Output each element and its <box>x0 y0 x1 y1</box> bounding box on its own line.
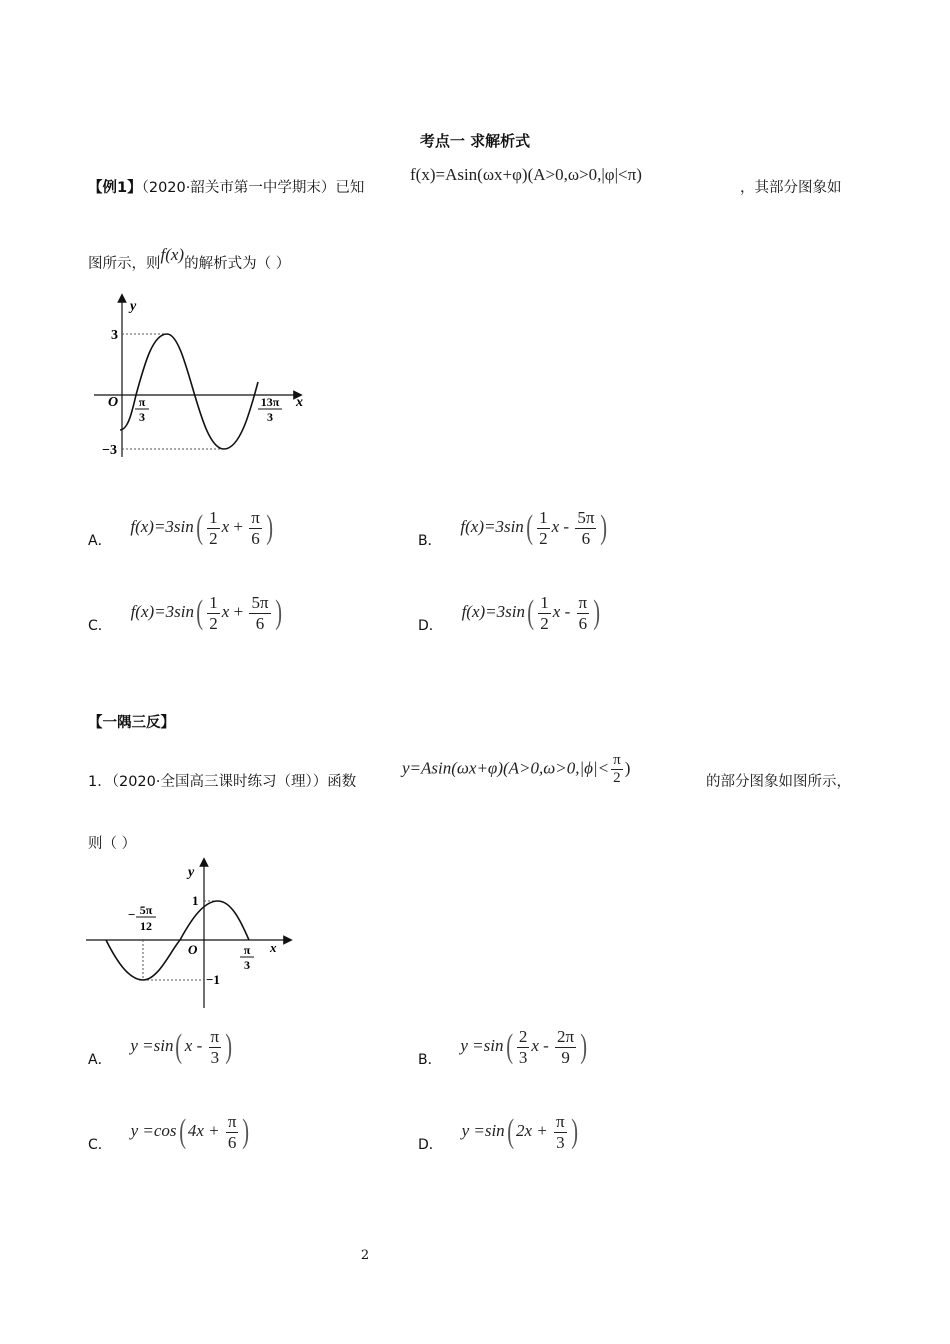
practice-option-c-fn: y =cos <box>130 1120 177 1140</box>
option-d-frac1-num: 1 <box>540 593 549 612</box>
practice-option-d[interactable]: D． y =sin( 2x + $\frac{\pi}{3}$ ) <box>418 1112 578 1153</box>
practice-option-d-fn: y =sin <box>461 1120 505 1140</box>
section-title: 考点一 求解析式 <box>419 132 531 150</box>
example-1-line-1 <box>88 176 364 197</box>
option-a-frac2-num: π <box>251 508 260 527</box>
option-b-frac1-num: 1 <box>539 508 548 527</box>
practice-option-a-den: 3 <box>210 1047 220 1067</box>
option-a-frac1-den: 2 <box>209 528 218 548</box>
origin-label: O <box>188 942 198 957</box>
page-number: 2 <box>360 1248 370 1263</box>
q1-cond-den: 2 <box>613 770 621 787</box>
option-a-frac2-den: 6 <box>251 528 260 548</box>
x-tick-1-den: 12 <box>140 919 152 933</box>
example-1-condition: f(x)=Asin(ωx+φ)(A>0,ω>0,|φ|<π) <box>410 165 642 184</box>
practice-option-a-inner: x - <box>184 1035 203 1055</box>
example-1-graph <box>90 292 320 462</box>
x-tick-2-den: 3 <box>267 410 273 424</box>
option-d-lhs: f(x)=3sin <box>461 601 525 621</box>
option-b-lhs: f(x)=3sin <box>460 516 524 536</box>
practice-q1-suffix: 的部分图象如图所示， <box>706 774 851 790</box>
practice-option-a-fn: y =sin <box>130 1035 174 1055</box>
option-b-letter: B． <box>418 532 442 549</box>
practice-option-b-coef-num: 2 <box>518 1027 528 1046</box>
option-a-lhs: f(x)=3sin <box>130 516 194 536</box>
practice-option-c-den: 6 <box>227 1132 237 1152</box>
line2-suffix: 的解析式为（ ） <box>184 256 291 272</box>
practice-option-b-coef-den: 3 <box>518 1047 528 1067</box>
practice-option-c[interactable]: C． y =cos( 4x + $\frac{\pi}{6}$ ) <box>88 1112 250 1153</box>
y-min-label: −1 <box>206 972 220 987</box>
option-c-frac1-den: 2 <box>209 613 218 633</box>
option-c-letter: C． <box>88 617 112 634</box>
option-a-letter: A． <box>88 532 112 549</box>
option-d-op: - <box>564 601 571 621</box>
practice-option-d-inner: 2x + <box>516 1120 548 1140</box>
x-tick-1-num: 5π <box>139 903 153 917</box>
option-b[interactable]: B． f(x)=3sin( $\frac{1}{2}$ x - $\frac{5\pi}{6}$ ) <box>418 508 608 549</box>
option-c-frac1-num: 1 <box>209 593 218 612</box>
y-max-label: 1 <box>192 893 199 908</box>
practice-option-c-num: π <box>227 1112 237 1131</box>
example-1-tail: ，其部分图象如 <box>740 180 842 196</box>
option-a[interactable]: A． f(x)=3sin( $\frac{1}{2}$ x + $\frac{\pi}{6}$ ) <box>88 508 273 549</box>
example-source: （2020·韶关市第一中学期末）已知 <box>141 180 365 196</box>
practice-graph <box>84 856 294 1012</box>
practice-option-d-den: 3 <box>556 1132 565 1152</box>
q1-condition-text: y=Asin(ωx+φ)(A>0,ω>0,|ϕ|< <box>402 758 610 778</box>
option-d-frac2-num: π <box>578 593 588 612</box>
option-d-frac1-den: 2 <box>540 613 549 633</box>
y-axis-label: y <box>188 865 195 880</box>
x-tick-1-num: π <box>138 395 146 409</box>
x-tick-1-sign: − <box>128 907 136 922</box>
practice-option-b-den: 9 <box>561 1047 570 1067</box>
x-axis-label: x <box>270 940 277 955</box>
option-d[interactable]: D． f(x)=3sin( $\frac{1}{2}$ x - $\frac{\pi}{6}$ ) <box>418 593 601 634</box>
sine-curve <box>120 334 258 449</box>
y-max-label: 3 <box>111 328 118 343</box>
practice-option-b-num: 2π <box>557 1027 575 1046</box>
x-tick-1-den: 3 <box>139 410 145 424</box>
option-d-letter: D． <box>418 617 443 634</box>
practice-option-d-num: π <box>556 1112 565 1131</box>
x-tick-2-den: 3 <box>244 958 250 972</box>
practice-q1-prefix: 1．（2020·全国高三课时练习（理））函数 <box>88 774 357 790</box>
practice-option-a-letter: A． <box>88 1051 112 1068</box>
option-c-lhs: f(x)=3sin <box>130 601 194 621</box>
example-label: 【例1】 <box>88 180 142 196</box>
practice-option-c-inner: 4x + <box>187 1120 220 1140</box>
practice-q1-condition: y=Asin(ωx+φ)(A>0,ω>0,|ϕ|< $\frac{\pi}{2}$ ) <box>402 752 631 787</box>
practice-option-d-letter: D． <box>418 1136 443 1153</box>
option-c-frac2-den: 6 <box>255 613 265 633</box>
option-c-op: + <box>233 601 244 621</box>
practice-option-b-letter: B． <box>418 1051 442 1068</box>
practice-heading: 【一隅三反】 <box>88 715 175 731</box>
practice-option-b-inner: x - <box>531 1035 549 1055</box>
y-min-label: −3 <box>102 443 117 458</box>
practice-option-b-fn: y =sin <box>460 1035 504 1055</box>
practice-option-b[interactable]: B． y =sin( $\frac{2}{3}$ x - $\frac{2\pi}{9}$ ) <box>418 1027 588 1068</box>
option-b-frac1-den: 2 <box>539 528 548 548</box>
line2-prefix: 图所示，则 <box>88 256 161 272</box>
q1-cond-num: π <box>611 752 623 770</box>
x-tick-2-num: π <box>243 943 251 957</box>
option-b-frac2-num: 5π <box>577 508 595 527</box>
option-c-frac2-num: 5π <box>251 593 269 612</box>
option-a-op: + <box>233 516 243 536</box>
origin-label: O <box>108 395 119 410</box>
option-d-frac2-den: 6 <box>578 613 588 633</box>
practice-option-a-num: π <box>210 1027 220 1046</box>
x-axis-label: x <box>296 395 303 410</box>
line2-function: f(x) <box>160 245 185 264</box>
y-axis-label: y <box>130 299 137 314</box>
practice-q1-line-2: 则（ ） <box>88 836 137 852</box>
option-c[interactable]: C． f(x)=3sin( $\frac{1}{2}$ x + $\frac{5\pi}{6}$ ) <box>88 593 282 634</box>
option-b-frac2-den: 6 <box>581 528 591 548</box>
practice-option-a[interactable]: A． y =sin( x - $\frac{\pi}{3}$ ) <box>88 1027 233 1068</box>
option-a-frac1-num: 1 <box>209 508 218 527</box>
example-1-line-2 <box>88 245 291 273</box>
option-b-op: - <box>563 516 570 536</box>
x-tick-2-num: 13π <box>260 395 280 409</box>
practice-option-c-letter: C． <box>88 1136 112 1153</box>
